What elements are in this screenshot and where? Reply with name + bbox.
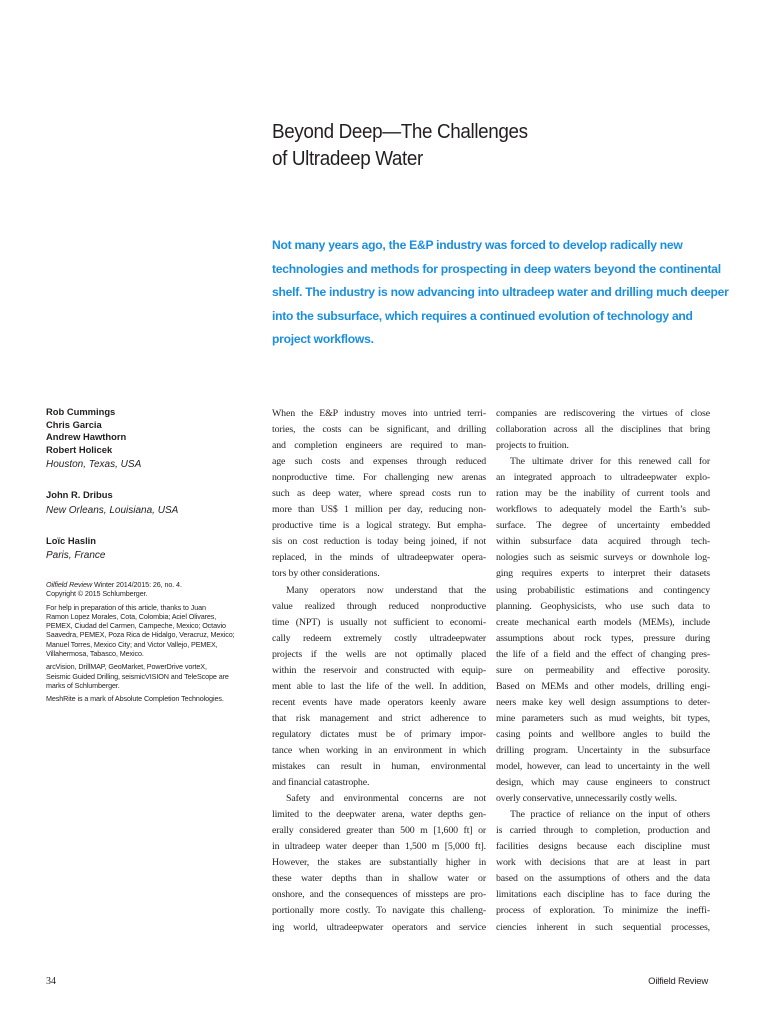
citation-journal: Oilfield Review xyxy=(46,580,93,589)
title-line-2: of Ultradeep Water xyxy=(272,147,423,170)
body-text-line: using probabilistic estimations and contingency xyxy=(496,584,710,596)
author-location: Paris, France xyxy=(46,550,106,561)
acknowledgment-line: Manuel Torres, Mexico City; and Victor Vallejo, PEMEX, xyxy=(46,639,218,649)
body-text-line: in ultradeep water deeper than 1,500 m [5,000 ft]. xyxy=(272,841,486,853)
body-text-line: time (NPT) is usually not sufficient to economi- xyxy=(272,616,486,628)
acknowledgment-line: For help in preparation of this article, thanks to Juan xyxy=(46,602,206,612)
body-text-line: cally redeem extremely costly ultradeepwater xyxy=(272,632,486,644)
body-text-line: casing points and wellbore angles to build the xyxy=(496,728,710,740)
body-text-line: The practice of reliance on the input of others xyxy=(510,809,710,821)
author-name: Andrew Hawthorn xyxy=(46,431,127,442)
body-text-line: ration may be the inability of current tools and xyxy=(496,488,710,500)
body-text-line: drilling program. Uncertainty in the subsurface xyxy=(496,744,710,756)
body-text-line: collaboration across all the disciplines that bring xyxy=(496,424,710,436)
body-text-line: mine parameters such as mud weights, bit types, xyxy=(496,712,710,724)
body-text-line: neers make key well design assumptions to deter- xyxy=(496,696,710,708)
author-group xyxy=(46,406,260,472)
body-text-line: sis on cost reduction is today being joined, if not xyxy=(272,536,486,548)
body-text-line: facilities designs because each discipline must xyxy=(496,841,710,853)
citation xyxy=(46,580,260,599)
body-text-line: surface. The degree of uncertainty embedded xyxy=(496,520,710,532)
trademark-line: Seismic Guided Drilling, seismicVISION and TeleScope are xyxy=(46,671,229,681)
author-name: Robert Holicek xyxy=(46,443,113,455)
body-text-line: projects to fruition. xyxy=(496,440,569,452)
author-location: Houston, Texas, USA xyxy=(46,459,142,470)
body-text-line: is carried through to completion, production and xyxy=(496,825,710,837)
author-name: Loïc Haslin xyxy=(46,534,97,546)
body-text-line: replaced, in the minds of ultradeepwater opera- xyxy=(272,552,486,564)
page-number: 34 xyxy=(46,976,56,987)
abstract-line: shelf. The industry is now advancing into ultradeep water and drilling much deeper xyxy=(272,285,729,300)
title-line-1: Beyond Deep—The Challenges xyxy=(272,120,528,143)
body-text-line: the life of a field and the effect of changing pres- xyxy=(496,648,710,660)
body-text-line: tors by other considerations. xyxy=(272,568,380,580)
body-text-line: an integrated approach to ultradeepwater explo- xyxy=(496,472,710,484)
body-text-line: these water depths than in shallow water or xyxy=(272,873,486,885)
body-text-line: tance when working in an environment in which xyxy=(272,744,486,756)
body-text-line: Safety and environmental concerns are not xyxy=(286,793,486,805)
body-column-1 xyxy=(272,406,486,936)
trademark-line: arcVision, DrillMAP, GeoMarket, PowerDrive vorteX, xyxy=(46,662,207,672)
body-text-line: sure on permeability and effective porosity. xyxy=(496,664,710,676)
body-text-line: tories, the costs can be significant, and drilling xyxy=(272,424,486,436)
body-text-line: such as deep water, where spread costs run to xyxy=(272,488,486,500)
body-text-line: model, however, can lead to uncertainty in the well xyxy=(496,761,710,773)
abstract-line: project workflows. xyxy=(272,332,374,347)
body-text-line: portionally more costly. To navigate this challeng- xyxy=(272,905,486,917)
body-column-2 xyxy=(496,406,710,936)
body-text-line: companies are rediscovering the virtues of close xyxy=(496,408,710,419)
body-text-line: and completion engineers are required to man- xyxy=(272,440,486,452)
body-text-line: within the reservoir and constructed with equip- xyxy=(272,664,486,676)
body-text-line: nonproductive time. For challenging new arenas xyxy=(272,472,486,484)
body-text-line: mistakes can result in human, environmental xyxy=(272,761,486,773)
body-text-line: that risk management and strict adherence to xyxy=(272,712,486,724)
article-metadata xyxy=(46,580,260,704)
body-text-line: ment able to last the life of the well. In addition, xyxy=(272,680,486,692)
body-text-line: recent events have made operators keenly aware xyxy=(272,696,486,708)
body-text-line: value realized through reduced nonproductive xyxy=(272,600,486,612)
body-text-line: The ultimate driver for this renewed call for xyxy=(510,456,710,468)
meshrite-note: MeshRite is a mark of Absolute Completion Technologies. xyxy=(46,694,224,704)
body-text-line: process of exploration. To minimize the ineffi- xyxy=(496,905,710,917)
body-text-line: ciencies inherent in such sequential processes, xyxy=(496,921,710,933)
body-text-line: overly conservative, unnecessarily costly wells. xyxy=(496,793,677,805)
body-text-line: limited to the deepwater arena, water depths gen- xyxy=(272,809,486,821)
author-name: John R. Dribus xyxy=(46,489,113,500)
abstract-line: technologies and methods for prospecting in deep waters beyond the continental xyxy=(272,261,721,276)
author-group xyxy=(46,489,260,518)
body-text-line: limitations each discipline has to face during the xyxy=(496,889,710,901)
author-group xyxy=(46,535,260,564)
body-text-line: and financial catastrophe. xyxy=(272,777,370,789)
body-text-line: work with decisions that are at least in part xyxy=(496,857,710,869)
article-title xyxy=(272,118,695,172)
body-text-line: However, the stakes are substantially higher in xyxy=(272,857,486,869)
author-sidebar xyxy=(46,406,260,708)
trademark-line: marks of Schlumberger. xyxy=(46,680,120,690)
acknowledgment xyxy=(46,603,260,659)
body-text-line: assumptions about rock types, pressure during xyxy=(496,632,710,644)
acknowledgment-line: Villahermosa, Tabasco, Mexico. xyxy=(46,649,144,659)
body-text-line: productive time is a logical strategy. But empha- xyxy=(272,520,486,532)
author-name: Rob Cummings xyxy=(46,406,116,417)
acknowledgment-line: Ramon Lopez Morales, Cota, Colombia; Aciel Olivares, xyxy=(46,611,217,621)
acknowledgment-line: Saavedra, PEMEX, Poza Rica de Hidalgo, Veracruz, Mexico; xyxy=(46,630,235,640)
acknowledgment-line: PEMEX, Ciudad del Carmen, Campeche, Mexico; Octavio xyxy=(46,621,226,631)
body-text-line: design, which may cause engineers to construct xyxy=(496,777,710,789)
body-text-line: When the E&P industry moves into untried terri- xyxy=(272,408,486,419)
body-text-line: planning. Geophysicists, who use such data to xyxy=(496,600,710,612)
body-text-line: ing world, ultradeepwater operators and service xyxy=(272,921,486,933)
abstract-line: into the subsurface, which requires a continued evolution of technology and xyxy=(272,308,693,323)
body-text-line: age such costs and expenses through reduced xyxy=(272,456,486,468)
body-text-line: onshore, and the consequences of missteps are pro- xyxy=(272,889,486,901)
body-text-line: nologies such as seismic surveys or downhole log- xyxy=(496,552,710,564)
author-location: New Orleans, Louisiana, USA xyxy=(46,504,179,516)
body-text-line: regulatory dictates must be of primary impor- xyxy=(272,728,486,740)
body-text-line: erally considered greater than 500 m [1,600 ft] or xyxy=(272,825,486,837)
body-text-line: projects if the wells are not optimally placed xyxy=(272,648,486,660)
body-text-line: Many operators now understand that the xyxy=(286,584,486,596)
body-text-line: more than US$ 1 million per day, reducing non- xyxy=(272,504,486,516)
author-name: Chris Garcia xyxy=(46,418,102,430)
abstract xyxy=(272,234,742,352)
body-text-line: based on the assumptions of others and the data xyxy=(496,873,710,885)
copyright: Copyright © 2015 Schlumberger. xyxy=(46,589,148,599)
trademarks xyxy=(46,662,260,690)
body-text-line: ging requires experts to interpret their datasets xyxy=(496,568,710,580)
body-text-line: workflows to adequately model the Earth’s sub- xyxy=(496,504,710,516)
journal-name: Oilfield Review xyxy=(648,976,708,987)
citation-issue: Winter 2014/2015: 26, no. 4. xyxy=(92,580,182,589)
body-text-line: Based on MEMs and other models, drilling engi- xyxy=(496,680,710,692)
body-text-line: create mechanical earth models (MEMs), include xyxy=(496,616,710,628)
body-text-line: within subsurface data acquired through tech- xyxy=(496,536,710,548)
abstract-line: Not many years ago, the E&P industry was forced to develop radically new xyxy=(272,238,683,252)
